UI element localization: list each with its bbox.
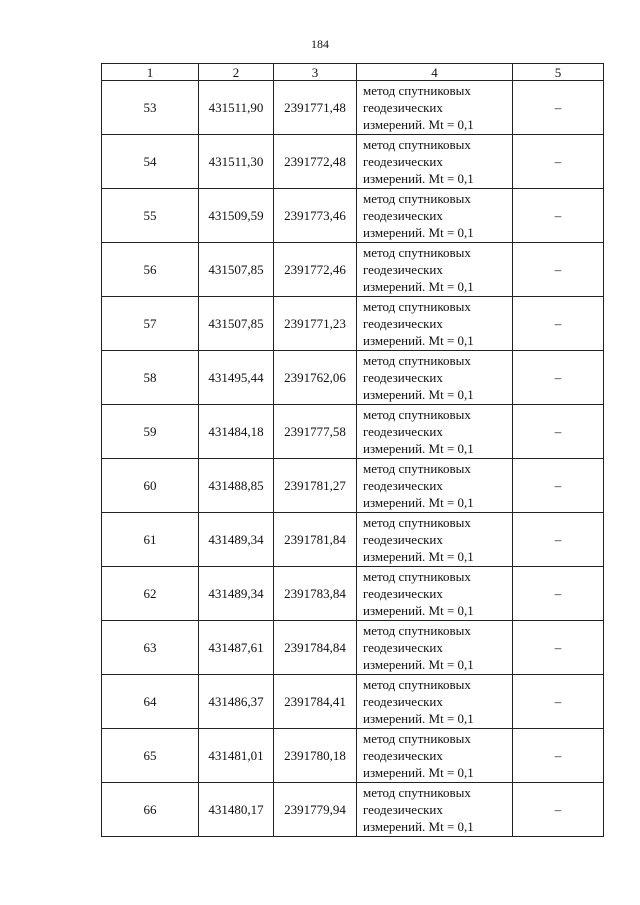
y-coordinate-cell: 2391772,46 — [274, 243, 357, 297]
x-coordinate-cell: 431486,37 — [199, 675, 274, 729]
x-coordinate-cell: 431489,34 — [199, 513, 274, 567]
x-coordinate-cell: 431481,01 — [199, 729, 274, 783]
y-coordinate-cell: 2391781,84 — [274, 513, 357, 567]
x-coordinate-cell: 431488,85 — [199, 459, 274, 513]
y-coordinate-cell: 2391762,06 — [274, 351, 357, 405]
x-coordinate-cell: 431489,34 — [199, 567, 274, 621]
method-line: геодезических — [363, 370, 443, 385]
method-line: геодезических — [363, 262, 443, 277]
method-line: метод спутниковых — [363, 731, 471, 746]
x-coordinate-cell: 431507,85 — [199, 297, 274, 351]
note-cell: – — [513, 567, 604, 621]
point-number-cell: 55 — [102, 189, 199, 243]
method-line: измерений. Mt = 0,1 — [363, 549, 474, 564]
method-line: измерений. Mt = 0,1 — [363, 657, 474, 672]
note-cell: – — [513, 351, 604, 405]
point-number-cell: 61 — [102, 513, 199, 567]
note-cell: – — [513, 783, 604, 837]
table-row — [102, 297, 604, 351]
point-number-cell: 58 — [102, 351, 199, 405]
y-coordinate-cell: 2391784,84 — [274, 621, 357, 675]
y-coordinate-cell: 2391771,23 — [274, 297, 357, 351]
y-coordinate-cell: 2391771,48 — [274, 81, 357, 135]
method-line: геодезических — [363, 586, 443, 601]
y-coordinate-cell: 2391783,84 — [274, 567, 357, 621]
table-row — [102, 729, 604, 783]
method-line: метод спутниковых — [363, 245, 471, 260]
method-line: геодезических — [363, 694, 443, 709]
method-line: измерений. Mt = 0,1 — [363, 387, 474, 402]
y-coordinate-cell: 2391780,18 — [274, 729, 357, 783]
table-row — [102, 783, 604, 837]
method-line: измерений. Mt = 0,1 — [363, 603, 474, 618]
point-number-cell: 59 — [102, 405, 199, 459]
table-body — [102, 81, 604, 837]
method-cell — [357, 405, 513, 459]
table-row — [102, 621, 604, 675]
y-coordinate-cell: 2391772,48 — [274, 135, 357, 189]
method-line: измерений. Mt = 0,1 — [363, 441, 474, 456]
column-header-1: 1 — [102, 64, 199, 81]
method-line: измерений. Mt = 0,1 — [363, 171, 474, 186]
y-coordinate-cell: 2391777,58 — [274, 405, 357, 459]
x-coordinate-cell: 431509,59 — [199, 189, 274, 243]
method-cell — [357, 297, 513, 351]
method-cell — [357, 189, 513, 243]
method-line: метод спутниковых — [363, 785, 471, 800]
method-cell — [357, 729, 513, 783]
column-header-4: 4 — [357, 64, 513, 81]
note-cell: – — [513, 243, 604, 297]
note-cell: – — [513, 675, 604, 729]
table-row — [102, 513, 604, 567]
y-coordinate-cell: 2391773,46 — [274, 189, 357, 243]
method-line: измерений. Mt = 0,1 — [363, 495, 474, 510]
method-line: измерений. Mt = 0,1 — [363, 711, 474, 726]
point-number-cell: 54 — [102, 135, 199, 189]
x-coordinate-cell: 431507,85 — [199, 243, 274, 297]
method-cell — [357, 513, 513, 567]
method-line: геодезических — [363, 802, 443, 817]
note-cell: – — [513, 729, 604, 783]
method-line: геодезических — [363, 532, 443, 547]
method-line: измерений. Mt = 0,1 — [363, 117, 474, 132]
method-line: метод спутниковых — [363, 191, 471, 206]
point-number-cell: 63 — [102, 621, 199, 675]
method-cell — [357, 567, 513, 621]
table-row — [102, 189, 604, 243]
point-number-cell: 53 — [102, 81, 199, 135]
method-cell — [357, 135, 513, 189]
table-row — [102, 351, 604, 405]
point-number-cell: 56 — [102, 243, 199, 297]
method-cell — [357, 81, 513, 135]
column-header-2: 2 — [199, 64, 274, 81]
method-cell — [357, 675, 513, 729]
method-line: геодезических — [363, 424, 443, 439]
table-row — [102, 81, 604, 135]
note-cell: – — [513, 405, 604, 459]
method-line: геодезических — [363, 478, 443, 493]
method-line: геодезических — [363, 154, 443, 169]
note-cell: – — [513, 135, 604, 189]
note-cell: – — [513, 81, 604, 135]
table-row — [102, 459, 604, 513]
method-line: метод спутниковых — [363, 299, 471, 314]
method-line: измерений. Mt = 0,1 — [363, 333, 474, 348]
note-cell: – — [513, 513, 604, 567]
y-coordinate-cell: 2391779,94 — [274, 783, 357, 837]
method-line: метод спутниковых — [363, 83, 471, 98]
point-number-cell: 65 — [102, 729, 199, 783]
method-line: метод спутниковых — [363, 677, 471, 692]
table-row — [102, 405, 604, 459]
method-line: измерений. Mt = 0,1 — [363, 279, 474, 294]
method-line: геодезических — [363, 208, 443, 223]
point-number-cell: 64 — [102, 675, 199, 729]
method-line: измерений. Mt = 0,1 — [363, 765, 474, 780]
method-cell — [357, 783, 513, 837]
note-cell: – — [513, 621, 604, 675]
method-cell — [357, 243, 513, 297]
column-header-5: 5 — [513, 64, 604, 81]
note-cell: – — [513, 189, 604, 243]
x-coordinate-cell: 431495,44 — [199, 351, 274, 405]
x-coordinate-cell: 431511,30 — [199, 135, 274, 189]
method-line: геодезических — [363, 316, 443, 331]
method-line: геодезических — [363, 100, 443, 115]
point-number-cell: 62 — [102, 567, 199, 621]
method-line: метод спутниковых — [363, 515, 471, 530]
note-cell: – — [513, 459, 604, 513]
point-number-cell: 57 — [102, 297, 199, 351]
method-line: метод спутниковых — [363, 353, 471, 368]
x-coordinate-cell: 431484,18 — [199, 405, 274, 459]
method-line: метод спутниковых — [363, 569, 471, 584]
table-header-row — [102, 64, 604, 81]
x-coordinate-cell: 431480,17 — [199, 783, 274, 837]
method-cell — [357, 621, 513, 675]
method-line: геодезических — [363, 640, 443, 655]
method-line: метод спутниковых — [363, 623, 471, 638]
y-coordinate-cell: 2391784,41 — [274, 675, 357, 729]
coordinates-table — [101, 63, 604, 837]
method-cell — [357, 351, 513, 405]
method-cell — [357, 459, 513, 513]
table-row — [102, 675, 604, 729]
method-line: измерений. Mt = 0,1 — [363, 819, 474, 834]
note-cell: – — [513, 297, 604, 351]
method-line: геодезических — [363, 748, 443, 763]
method-line: метод спутниковых — [363, 137, 471, 152]
point-number-cell: 60 — [102, 459, 199, 513]
column-header-3: 3 — [274, 64, 357, 81]
method-line: метод спутниковых — [363, 461, 471, 476]
x-coordinate-cell: 431487,61 — [199, 621, 274, 675]
table-row — [102, 567, 604, 621]
page-number: 184 — [311, 37, 329, 51]
table-row — [102, 135, 604, 189]
method-line: измерений. Mt = 0,1 — [363, 225, 474, 240]
point-number-cell: 66 — [102, 783, 199, 837]
table-row — [102, 243, 604, 297]
x-coordinate-cell: 431511,90 — [199, 81, 274, 135]
method-line: метод спутниковых — [363, 407, 471, 422]
y-coordinate-cell: 2391781,27 — [274, 459, 357, 513]
